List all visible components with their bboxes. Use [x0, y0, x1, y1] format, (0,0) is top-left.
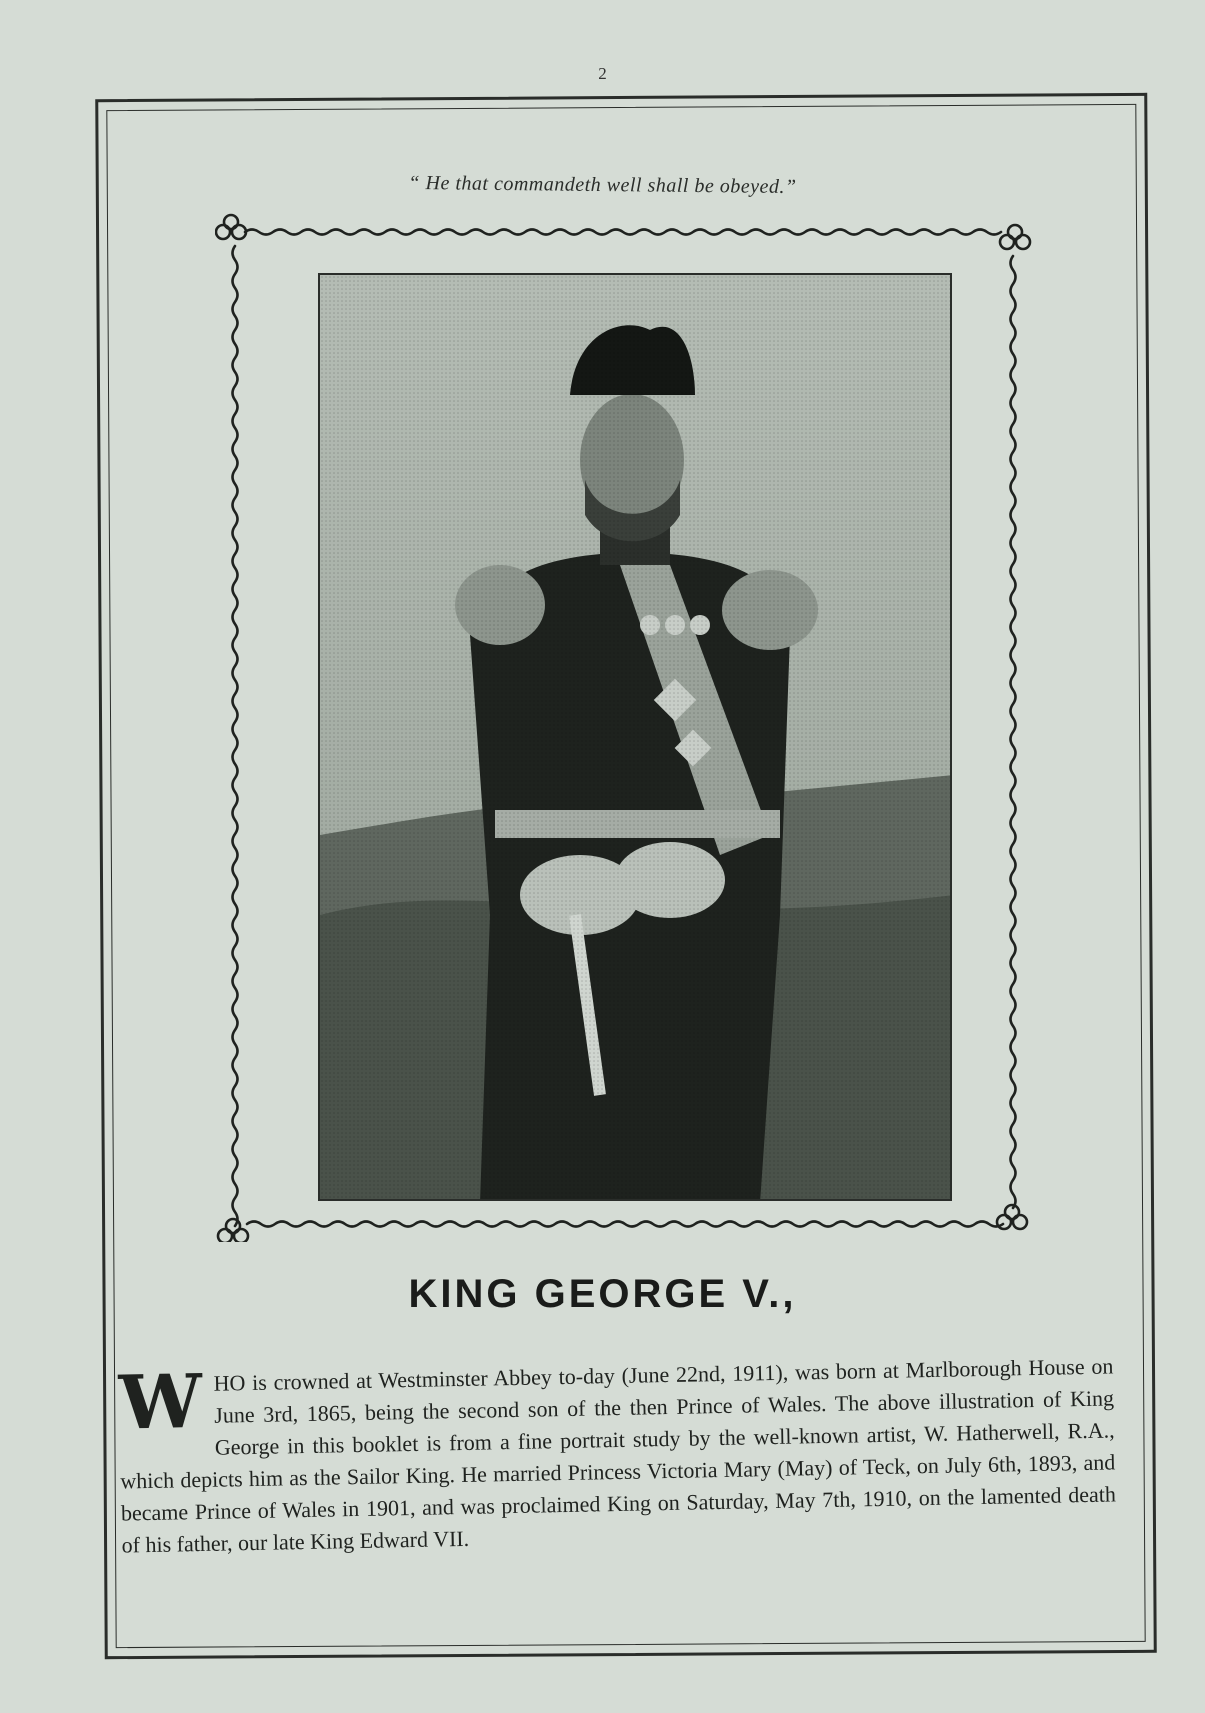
- page-number: 2: [598, 64, 607, 83]
- king-portrait-image: [318, 273, 952, 1201]
- drop-cap: W: [118, 1358, 203, 1447]
- article-body: [118, 1350, 1117, 1561]
- article-heading: KING GEORGE V.,: [408, 1272, 797, 1316]
- article-body-text: HO is crowned at Westminster Abbey to-day (June 22nd, 1911), was born at Marlborough House on June 3rd, 1865, being the second son of the then Prince of Wales. The above illustration of King George in this booklet is from a fine portrait study by the well-known artist, W. Hatherwell, R.A., which depicts him as the Sailor King. He married Princess Victoria Mary (May) of Teck, on July 6th, 1893, and became Prince of Wales in 1901, and was proclaimed King on Saturday, May 7th, 1910, on the lamented death of his father, our late King Edward VII.: [120, 1353, 1117, 1558]
- motto: “ He that commandeth well shall be obeyed.”: [408, 171, 797, 199]
